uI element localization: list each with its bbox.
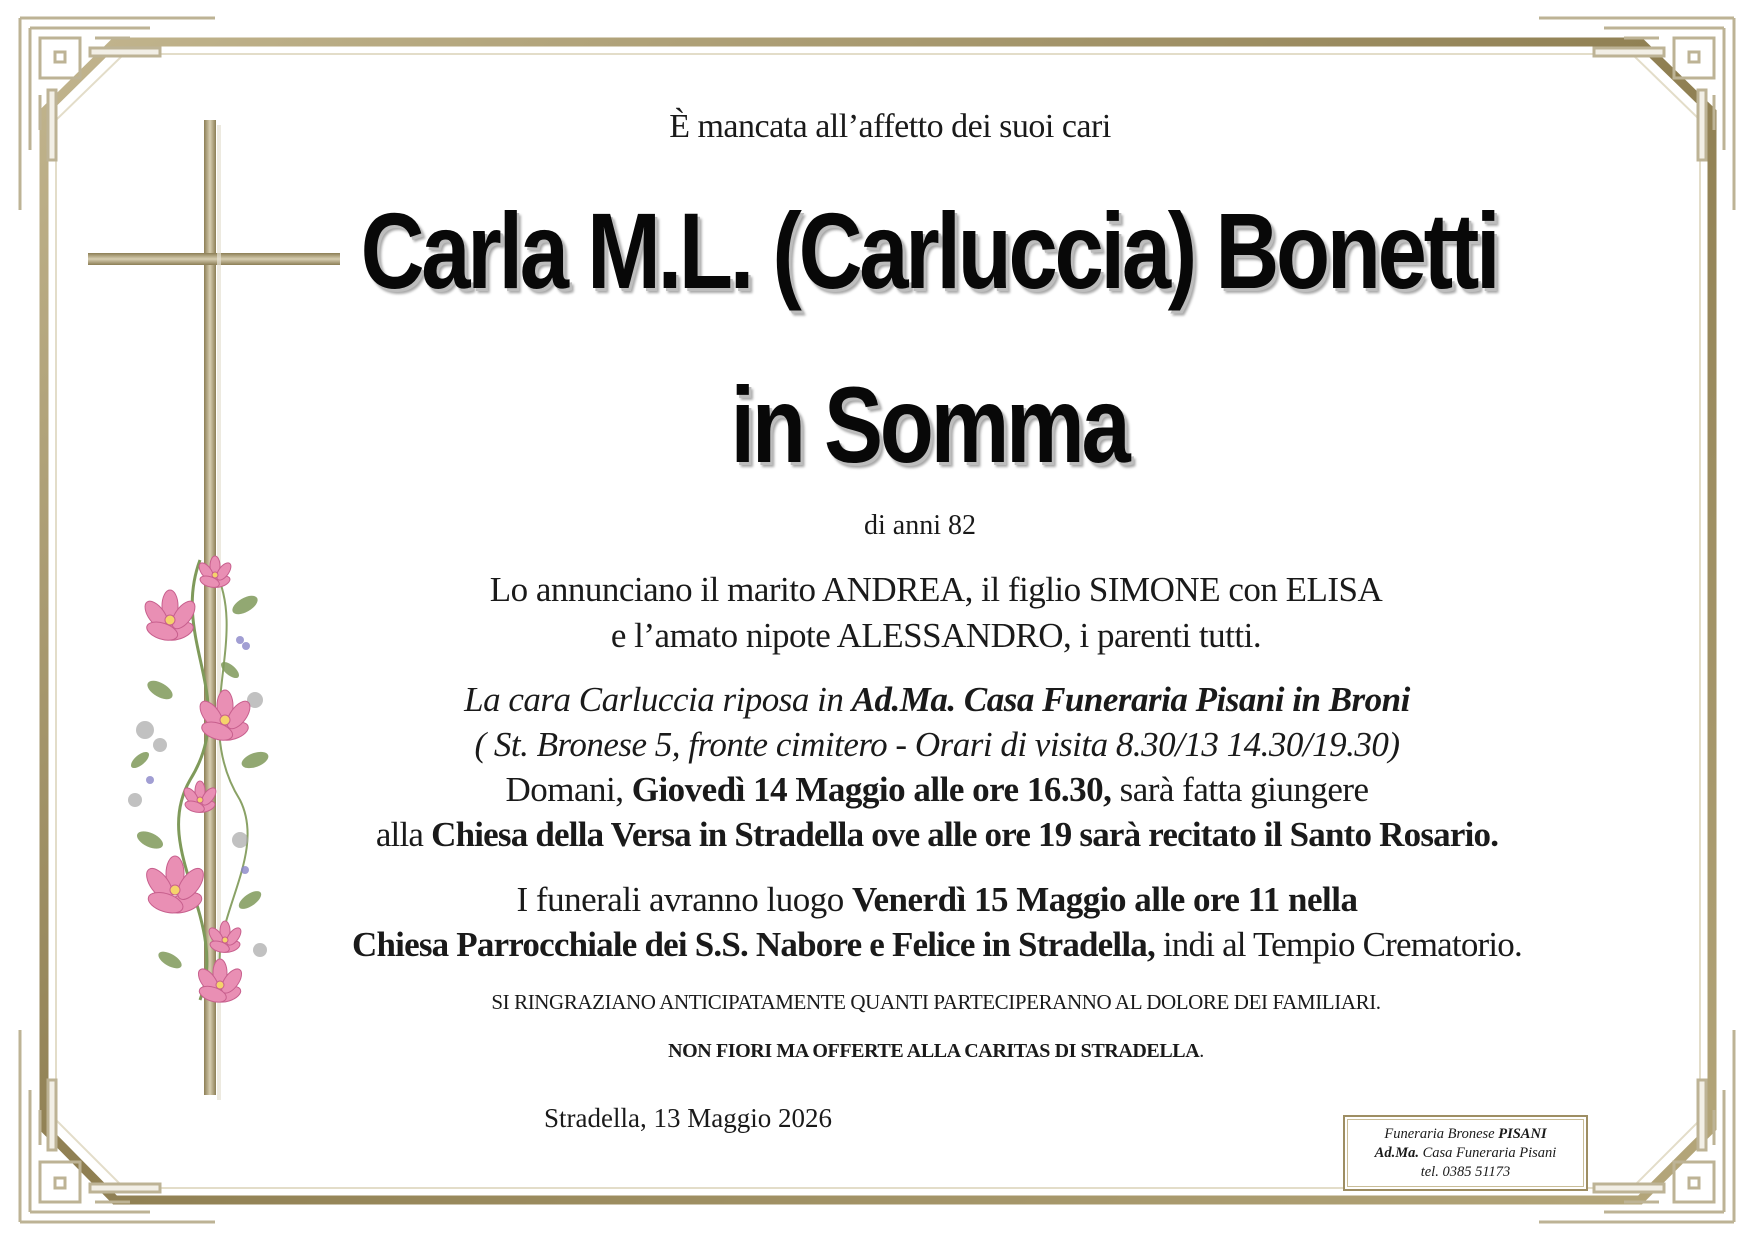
announcement-line-2: e l’amato nipote ALESSANDRO, i parenti tutti. — [610, 616, 1262, 655]
stamp-line-1: Funeraria Bronese PISANI — [1384, 1126, 1547, 1142]
deceased-name-line-1: Carla M.L. (Carluccia) Bonetti — [360, 190, 1498, 311]
rest-location-line: La cara Carluccia riposa in Ad.Ma. Casa Funeraria Pisani in Broni — [464, 680, 1410, 719]
place-date: Stradella, 13 Maggio 2026 — [544, 1103, 832, 1133]
no-flowers-line: NON FIORI MA OFFERTE ALLA CARITAS DI STRADELLA. — [668, 1040, 1204, 1062]
funeral-line-1: I funerali avranno luogo Venerdì 15 Maggio alle ore 11 nella — [516, 880, 1358, 919]
rosary-line: alla Chiesa della Versa in Stradella ove alle ore 19 sarà recitato il Santo Rosario. — [375, 815, 1499, 854]
intro-line: È mancata all’affetto dei suoi cari — [669, 108, 1111, 145]
transfer-line: Domani, Giovedì 14 Maggio alle ore 16.30, sarà fatta giungere — [505, 770, 1369, 809]
funeral-line-2: Chiesa Parrocchiale dei S.S. Nabore e Felice in Stradella, indi al Tempio Crematorio. — [352, 925, 1522, 964]
deceased-name-line-2: in Somma — [730, 364, 1128, 485]
visiting-hours-line: ( St. Bronese 5, fronte cimitero - Orari di visita 8.30/13 14.30/19.30) — [474, 725, 1400, 764]
announcement-line-1: Lo annunciano il marito ANDREA, il figlio SIMONE con ELISA — [489, 570, 1383, 609]
funeral-home-stamp — [1343, 1115, 1588, 1191]
age-line: di anni 82 — [864, 510, 976, 541]
stamp-line-2: Ad.Ma. Casa Funeraria Pisani — [1374, 1145, 1557, 1161]
stamp-phone: tel. 0385 51173 — [1420, 1164, 1511, 1180]
thanks-line: SI RINGRAZIANO ANTICIPATAMENTE QUANTI PARTECIPERANNO AL DOLORE DEI FAMILIARI. — [491, 990, 1381, 1014]
